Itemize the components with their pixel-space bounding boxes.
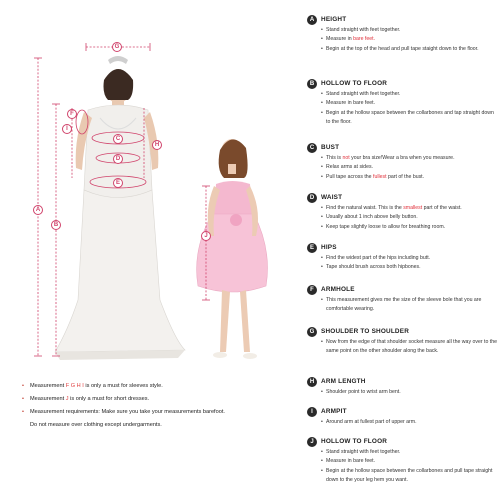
section-height: A HEIGHT • Stand straight with feet together. • Measure in bare feet. • Begin at the top of the head and pull tape staight down to the floor.	[307, 14, 497, 54]
section-hips: E HIPS • Find the widest part of the hips including butt. • Tape should brush across both hipbones.	[307, 242, 497, 273]
label-b: B	[51, 220, 65, 230]
section-title: ARM LENGTH	[321, 378, 366, 385]
section-armhole: F ARMHOLE • This measurement gives me the size of the sleeve bole that you are comfortable wearing.	[307, 284, 497, 315]
bride-figure	[55, 56, 185, 360]
section-hollow-to-floor-short: J HOLLOW TO FLOOR • Stand straight with feet together. • Measure in bare feet. • Begin at the hollow space between the collarbones and pull tape straight down to the your leg hem you want.	[307, 436, 497, 486]
badge-a: A	[307, 15, 317, 25]
section-title: HEIGHT	[321, 16, 347, 23]
section-title: ARMPIT	[321, 408, 347, 415]
section-title: BUST	[321, 144, 340, 151]
section-bust: C BUST • This is not your bra size!Wear a bra when you measure. • Relax arms at sides. • Pull tape across the fullest part of the bust.	[307, 142, 497, 182]
badge-j: J	[307, 437, 317, 447]
label-a: A	[33, 205, 47, 215]
section-title: SHOULDER TO SHOULDER	[321, 328, 410, 335]
section-waist: D WAIST • Find the natural waist. This is the smallest part of the waist. • Usually about 1 inch above belly button. • Keep tape slightly loose to allow for breathing room.	[307, 192, 497, 232]
section-shoulder-to-shoulder: G SHOULDER TO SHOULDER • Now from the edge of that shoulder socket measure all the way over to the same point on the other shoulder along the back.	[307, 326, 497, 357]
section-armpit: I ARMPIT • Around arm at fullest part of upper arm.	[307, 406, 497, 427]
section-title: ARMHOLE	[321, 286, 355, 293]
label-g: G	[112, 42, 126, 52]
measurement-illustration	[0, 0, 300, 370]
section-title: HOLLOW TO FLOOR	[321, 80, 388, 87]
badge-i: I	[307, 407, 317, 417]
illustration-svg	[0, 0, 300, 370]
note-short-dress: • Measurement J is only a must for short dresses.	[22, 396, 150, 402]
badge-d: D	[307, 193, 317, 203]
badge-e: E	[307, 243, 317, 253]
label-d: D	[113, 154, 127, 164]
badge-h: H	[307, 377, 317, 387]
label-h: H	[152, 140, 166, 150]
label-c: C	[113, 134, 127, 144]
badge-b: B	[307, 79, 317, 89]
note-requirements: • Measurement requirements: Make sure you take your measurements barefoot.	[22, 409, 225, 415]
badge-g: G	[307, 327, 317, 337]
label-f: F	[67, 109, 81, 119]
badge-c: C	[307, 143, 317, 153]
section-arm-length: H ARM LENGTH • Shoulder point to wrist arm bent.	[307, 376, 497, 397]
section-hollow-to-floor: B HOLLOW TO FLOOR • Stand straight with feet together. • Measure in bare feet. • Begin at the hollow space between the collarbones and tap straight down to the floor.	[307, 78, 497, 128]
short-dress-figure	[197, 139, 268, 359]
label-e: E	[113, 178, 127, 188]
notes	[22, 380, 292, 432]
badge-f: F	[307, 285, 317, 295]
section-title: HOLLOW TO FLOOR	[321, 438, 388, 445]
label-j: J	[201, 231, 215, 241]
note-sleeves: • Measurement F G H I is only a must for sleeves style.	[22, 383, 163, 389]
label-i: I	[62, 124, 76, 134]
section-title: WAIST	[321, 194, 343, 201]
note-clothing: Do not measure over clothing except undergarments.	[30, 422, 162, 428]
section-title: HIPS	[321, 244, 337, 251]
